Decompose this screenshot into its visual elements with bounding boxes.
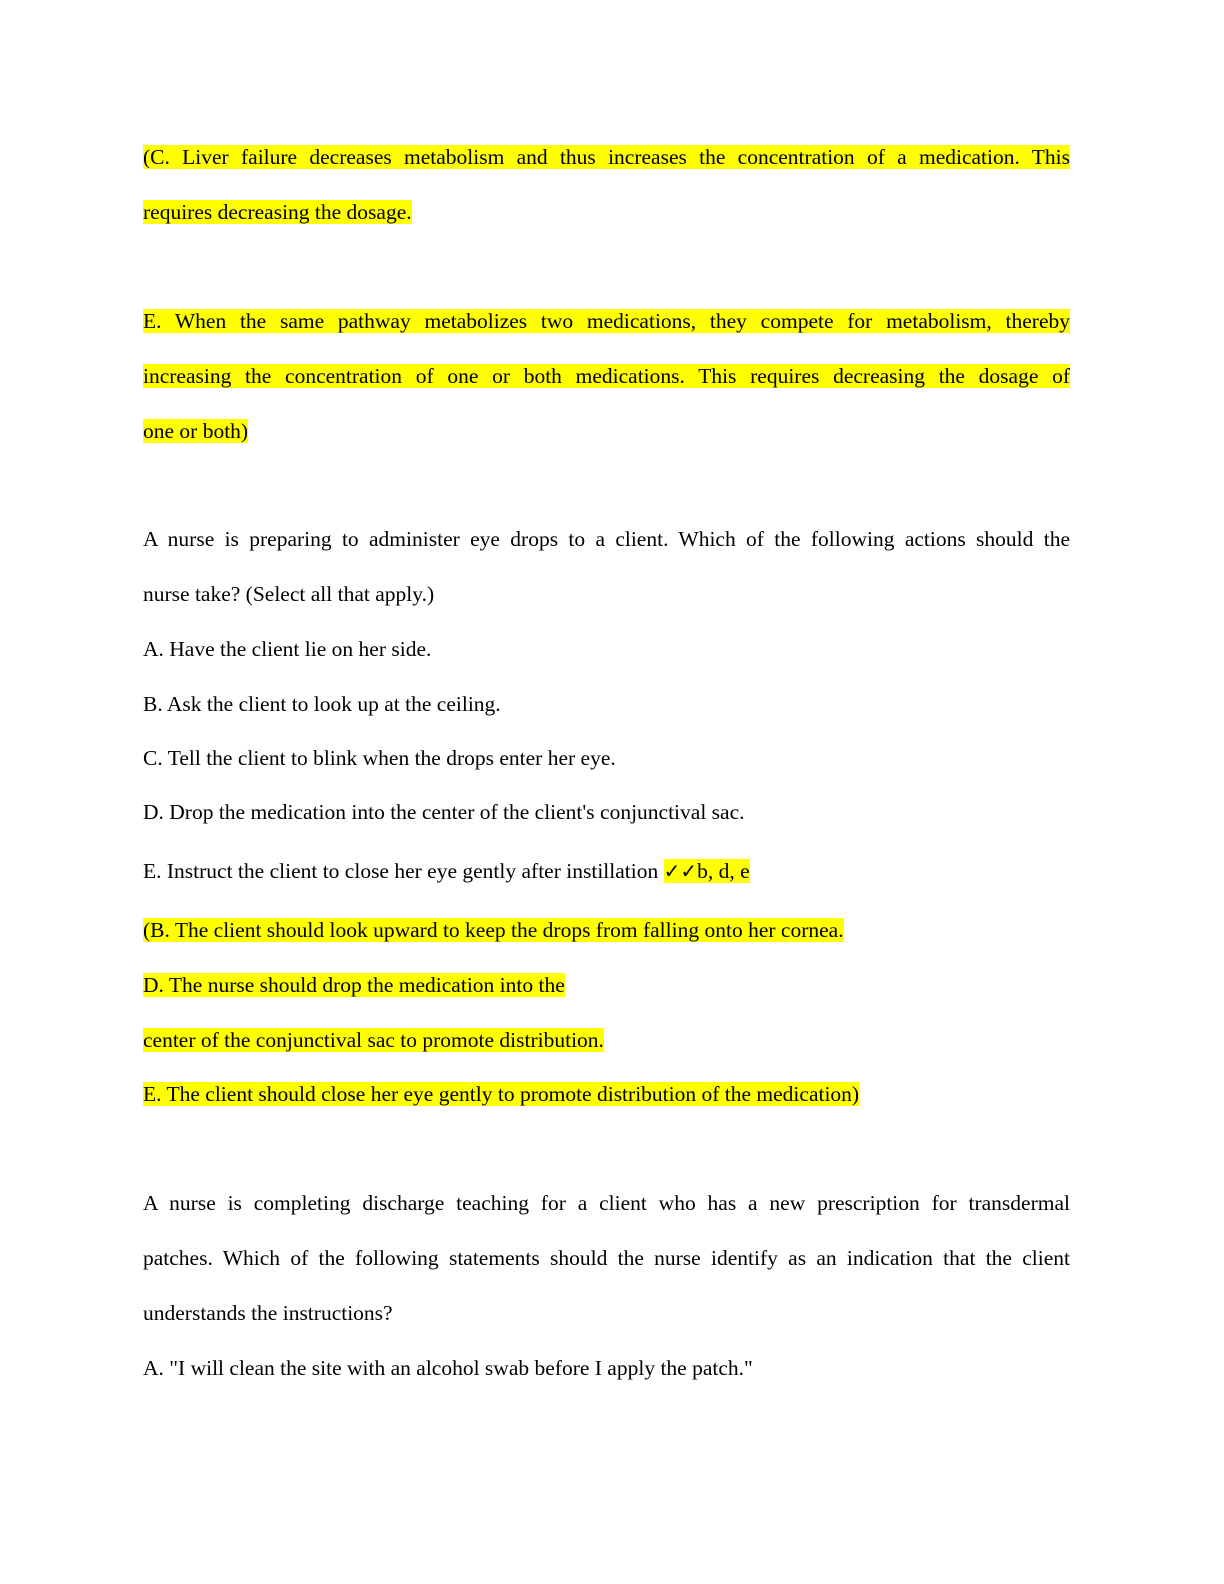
rationale-e-line-2: increasing the concentration of one or both medications. This requires decreasing the dosage of — [143, 364, 1070, 388]
question1-rationale-d-line-2: center of the conjunctival sac to promote distribution. — [143, 1028, 604, 1052]
answer-highlight — [664, 859, 750, 883]
answer-text: b, d, e — [697, 859, 750, 883]
question1-option-b: B. Ask the client to look up at the ceiling. — [143, 692, 501, 716]
question1-stem-line-1: A nurse is preparing to administer eye drops to a client. Which of the following actions should the — [143, 527, 1070, 551]
question2-stem-line-1: A nurse is completing discharge teaching for a client who has a new prescription for transdermal — [143, 1191, 1070, 1215]
rationale-e-line-3: one or both) — [143, 419, 249, 443]
question2-option-a: A. "I will clean the site with an alcohol swab before I apply the patch." — [143, 1356, 753, 1380]
question1-option-e — [143, 856, 750, 886]
question1-rationale-e: E. The client should close her eye gently to promote distribution of the medication) — [143, 1082, 860, 1106]
question1-option-d: D. Drop the medication into the center of the client's conjunctival sac. — [143, 800, 745, 824]
option-e-text: E. Instruct the client to close her eye gently after instillation — [143, 859, 664, 883]
question1-option-c: C. Tell the client to blink when the drops enter her eye. — [143, 746, 616, 770]
question1-rationale-d-line-1: D. The nurse should drop the medication into the — [143, 973, 565, 997]
question1-rationale-b: (B. The client should look upward to keep the drops from falling onto her cornea. — [143, 918, 844, 942]
rationale-e-line-1: E. When the same pathway metabolizes two medications, they compete for metabolism, thereby — [143, 309, 1070, 333]
double-check-icon: ✓✓ — [663, 859, 698, 883]
rationale-c-line-2: requires decreasing the dosage. — [143, 200, 412, 224]
question1-stem-line-2: nurse take? (Select all that apply.) — [143, 582, 435, 606]
question2-stem-line-2: patches. Which of the following statements should the nurse identify as an indication that the client — [143, 1246, 1070, 1270]
question2-stem-line-3: understands the instructions? — [143, 1301, 393, 1325]
rationale-c-line-1: (C. Liver failure decreases metabolism and thus increases the concentration of a medication. This — [143, 145, 1070, 169]
question1-option-a: A. Have the client lie on her side. — [143, 637, 432, 661]
